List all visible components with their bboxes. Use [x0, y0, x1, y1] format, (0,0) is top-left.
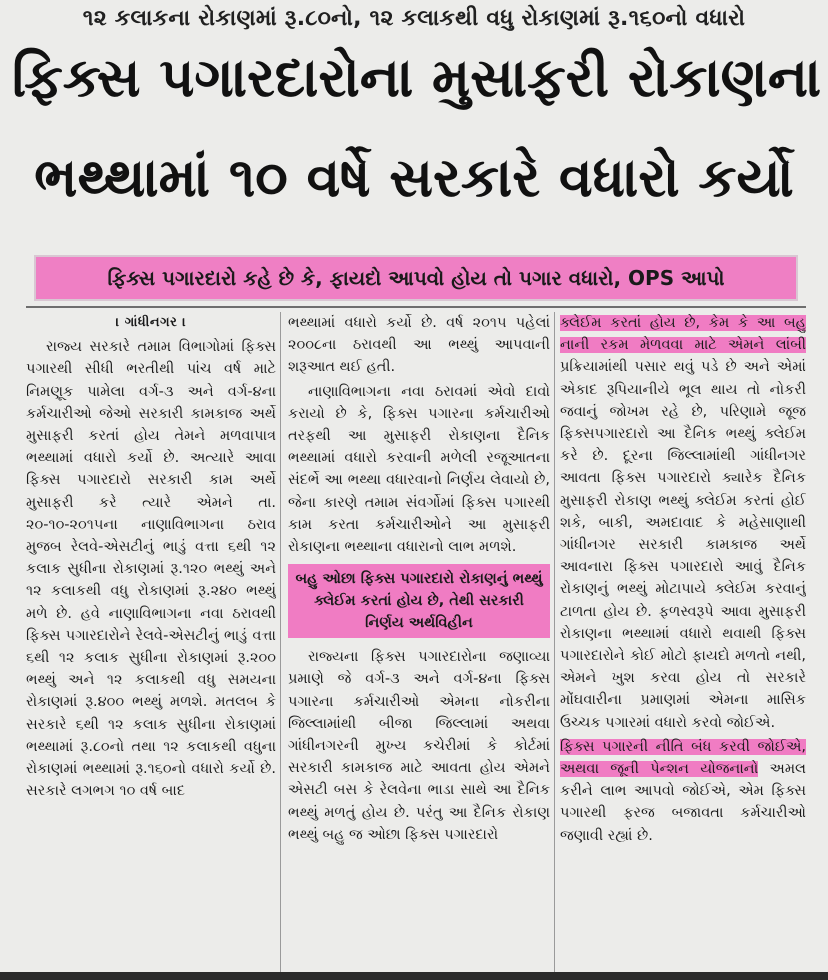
column-divider — [280, 312, 281, 972]
paragraph: નાણાવિભાગના નવા ઠરાવમાં એવો દાવો કરાયો છે કે, ફિક્સ પગારના કર્મચારીઓ તરફથી આ મુસાફરી રોકાણના દૈનિક ભથ્થામાં વધારો કરવાની મળેલી રજૂઆતના સંદર્ભે આ ભથ્થા વધારવાનો નિર્ણય લેવાયો છે, જેના કારણે તમામ સંવર્ગોમાં ફિક્સ પગારથી કામ કરતા કર્મચારીઓને આ મુસાફરી રોકાણના ભથ્થાના વધારાનો લાભ મળશે. — [288, 383, 550, 556]
dateline: । ગાંધીનગર । — [115, 315, 187, 330]
paragraph — [560, 312, 806, 734]
paragraph: રાજ્યના ફિક્સ પગારદારોના જણાવ્યા પ્રમાણે જે વર્ગ-૩ અને વર્ગ-૪ના ફિક્સ પગારના કર્મચારીઓ એમના નોકરીના જિલ્લામાંથી બીજા જિલ્લામાં અથવા ગાંધીનગરની મુખ્ય કચેરીમાં કે કોર્ટમાં સરકારી કામકાજ માટે આવતા હોય એમને એસટી બસ કે રેલવેના ભાડા સાથે આ દૈનિક ભથ્થું મળતું હોય છે. પરંતુ આ દૈનિક રોકાણ ભથ્થું બહુ જ ઓછા ફિક્સ પગારદારો — [288, 649, 550, 843]
highlighted-text: ક્લેઈમ કરતાં હોય છે, કેમ કે આ બહુ નાની રકમ મેળવવા માટે એમને લાંબી — [560, 315, 806, 354]
paragraph: રાજ્ય સરકારે તમામ વિભાગોમાં ફિક્સ પગારથી સીધી ભરતીથી પાંચ વર્ષ માટે નિમણૂક પામેલા વર્ગ-૩ અને વર્ગ-૪ના કર્મચારીઓ જેઓ સરકારી કામકાજ અર્થે મુસાફરી કરતાં હોય તેમને મળવાપાત્ર ભથ્થામાં વધારો કર્યો છે. અત્યારે આવા ફિક્સ પગારદારો સરકારી કામ અર્થે મુસાફરી કરે ત્યારે એમને તા. ૨૦-૧૦-૨૦૧૫ના નાણાવિભાગના ઠરાવ મુજબ રેલવે-એસટીનું ભાડું વત્તા ૬થી ૧૨ કલાક સુધીના રોકાણમાં રૂ.૧૨૦ ભથ્થું અને ૧૨ કલાકથી વધુ રોકાણમાં રૂ.૨૪૦ ભથ્થું મળે છે. હવે નાણાવિભાગના નવા ઠરાવથી ફિક્સ પગારદારોને રેલવે-એસટીનું ભાડું વત્તા ૬થી ૧૨ કલાક સુધીના રોકાણમાં રૂ.૨૦૦ ભથ્થું અને ૧૨ કલાકથી વધુ સમયના રોકાણમાં રૂ.૪૦૦ ભથ્થું મળશે. મતલબ કે સરકારે ૬થી ૧૨ કલાક સુધીના રોકાણમાં ભથ્થામાં રૂ.૮૦નો તથા ૧૨ કલાકથી વધુના રોકાણમાં ભથ્થામાં રૂ.૧૬૦નો વધારો કર્યો છે. સરકારે લગભગ ૧૦ વર્ષ બાદ — [26, 339, 276, 800]
paragraph: ભથ્થામાં વધારો કર્યો છે. વર્ષ ૨૦૧૫ પહેલાં ૨૦૦૮ના ઠરાવથી આ ભથ્થું આપવાની શરૂઆત થઈ હતી. — [288, 315, 550, 376]
highlighted-text: ફિક્સ પગારની નીતિ બંધ કરવી જોઈએ, અથવા જૂની પેન્શન યોજનાનો — [560, 738, 806, 778]
paragraph — [560, 736, 806, 847]
headline-line-1: ફિક્સ પગારદારોના મુસાફરી રોકાણના — [12, 46, 822, 109]
pull-quote: બહુ ઓછા ફિક્સ પગારદારો રોકાણનું ભથ્થું ક્લેઈમ કરતાં હોય છે, તેથી સરકારી નિર્ણય અર્થવિહીન — [288, 564, 550, 638]
paragraph-text: અમલ કરીને લાભ આપવો જોઈએ, એમ ફિક્સ પગારથી ફરજ બજાવતા કર્મચારીઓ જણાવી રહ્યાં છે. — [560, 761, 806, 844]
article-column-2 — [288, 312, 550, 972]
kicker-line: ૧૨ કલાકના રોકાણમાં રૂ.૮૦નો, ૧૨ કલાકથી વધુ રોકાણમાં રૂ.૧૬૦નો વધારો — [82, 6, 746, 31]
divider — [26, 306, 806, 308]
article-column-3 — [560, 312, 806, 972]
paragraph-text: પ્રક્રિયામાંથી પસાર થવું પડે છે અને એમાં એકાદ રૂપિયાનીયે ભૂલ થાય તો નોકરી જવાનું જોખમ રહે છે, પરિણામે જૂજ ફિક્સપગારદારો આ દૈનિક ભથ્થું ક્લેઈમ કરે છે. દૂરના જિલ્લામાંથી ગાંધીનગર આવતા ફિક્સ પગારદારો ક્યારેક દૈનિક મુસાફરી રોકાણ ભથ્થું ક્લેઈમ કરતાં હોઈ શકે, બાકી, અમદાવાદ કે મહેસાણાથી ગાંધીનગર સરકારી કામકાજ અર્થે આવનારા ફિક્સ પગારદારો આવું દૈનિક રોકાણનું ભથ્થું મોટાપાયે ક્લેઈમ કરવાનું ટાળતા હોય છે. ફળસ્વરૂપે આવા મુસાફરી રોકાણના ભથ્થામાં વધારો થવાથી ફિક્સ પગારદારોને કોઈ મોટો ફાયદો મળતો નથી, એમને ખુશ કરવા હોય તો સરકારે મોંઘવારીના પ્રમાણમાં એમના માસિક ઉચ્ચક પગારમાં વધારો કરવો જોઈએ. — [560, 359, 806, 731]
subheadline-banner: ફિક્સ પગારદારો કહે છે કે, ફાયદો આપવો હોય તો પગાર વધારો, OPS આપો — [34, 255, 798, 301]
headline-line-2: ભથ્થામાં ૧૦ વર્ષે સરકારે વધારો કર્યો — [34, 146, 794, 209]
bottom-edge — [0, 972, 828, 980]
column-divider — [554, 312, 555, 972]
article-column-1 — [26, 312, 276, 972]
